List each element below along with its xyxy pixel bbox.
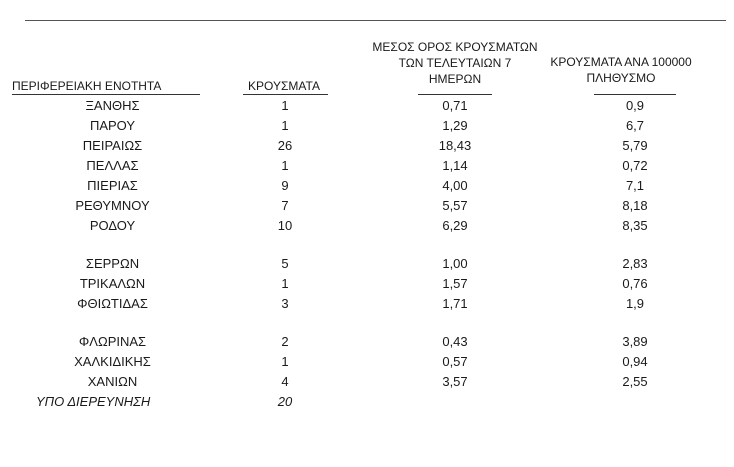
cases-per-100000: 0,94 [622,354,648,369]
header-per100k-underline [594,94,676,95]
seven-day-average: 1,14 [442,158,468,173]
header-average-line: ΜΕΣΟΣ ΟΡΟΣ ΚΡΟΥΣΜΑΤΩΝ [372,40,538,54]
under-investigation-cases: 20 [277,394,293,409]
seven-day-average: 1,00 [442,256,468,271]
region-name: ΠΑΡΟΥ [89,118,136,133]
region-name: ΠΙΕΡΙΑΣ [87,178,138,193]
table-row [0,254,734,274]
seven-day-average: 1,29 [442,118,468,133]
case-count: 9 [281,178,289,193]
header-cases-label: ΚΡΟΥΣΜΑΤΑ [248,79,320,93]
table-row [0,136,734,156]
table-row [0,352,734,372]
cases-per-100000: 2,55 [622,374,648,389]
case-count: 1 [281,354,289,369]
case-count: 4 [281,374,289,389]
header-average-line: ΤΩΝ ΤΕΛΕΥΤΑΙΩΝ 7 [398,56,512,70]
region-name: ΧΑΝΙΩΝ [87,374,138,389]
seven-day-average: 0,71 [442,98,468,113]
seven-day-average: 0,43 [442,334,468,349]
case-count: 1 [281,118,289,133]
case-count: 1 [281,98,289,113]
header-region [12,78,212,94]
cases-per-100000: 7,1 [625,178,645,193]
top-rule [25,20,726,21]
cases-per-100000: 3,89 [622,334,648,349]
cases-per-100000: 6,7 [625,118,645,133]
region-name: ΣΕΡΡΩΝ [85,256,140,271]
region-name: ΡΟΔΟΥ [89,218,136,233]
seven-day-average: 5,57 [442,198,468,213]
cases-per-100000: 8,35 [622,218,648,233]
table-row [0,116,734,136]
table-row [0,216,734,236]
region-name: ΡΕΘΥΜΝΟΥ [75,198,150,213]
region-name: ΤΡΙΚΑΛΩΝ [79,276,146,291]
table-row [0,96,734,116]
case-count: 26 [277,138,293,153]
case-count: 5 [281,256,289,271]
header-cases-underline [243,94,328,95]
table-row [0,196,734,216]
cases-per-100000: 8,18 [622,198,648,213]
table-row [0,274,734,294]
case-count: 2 [281,334,289,349]
region-name: ΦΛΩΡΙΝΑΣ [78,334,147,349]
cases-per-100000: 5,79 [622,138,648,153]
cases-table-body [0,96,734,412]
case-count: 3 [281,296,289,311]
header-per100k-line: ΚΡΟΥΣΜΑΤΑ ΑΝΑ 100000 [550,55,692,69]
seven-day-average: 6,29 [442,218,468,233]
cases-per-100000: 0,76 [622,276,648,291]
header-average-7-days [350,39,560,87]
seven-day-average: 1,57 [442,276,468,291]
case-count: 10 [277,218,293,233]
table-row [0,294,734,314]
header-average-line: ΗΜΕΡΩΝ [428,72,482,86]
table-row [0,332,734,352]
case-count: 7 [281,198,289,213]
cases-per-100000: 0,9 [625,98,645,113]
cases-per-100000: 2,83 [622,256,648,271]
seven-day-average: 3,57 [442,374,468,389]
seven-day-average: 1,71 [442,296,468,311]
table-row [0,156,734,176]
seven-day-average: 0,57 [442,354,468,369]
cases-per-100000: 0,72 [622,158,648,173]
table-row [0,372,734,392]
table-row [0,176,734,196]
header-per100k-line: ΠΛΗΘΥΣΜΟ [586,71,656,85]
region-name: ΦΘΙΩΤΙΔΑΣ [77,296,148,311]
region-name: ΞΑΝΘΗΣ [85,98,140,113]
region-name: ΠΕΙΡΑΙΩΣ [82,138,143,153]
region-name: ΧΑΛΚΙΔΙΚΗΣ [74,354,151,369]
header-region-underline [12,94,200,95]
case-count: 1 [281,276,289,291]
table-row-under-investigation [0,392,734,412]
under-investigation-label: ΥΠΟ ΔΙΕΡΕΥΝΗΣΗ [36,394,151,409]
seven-day-average: 18,43 [438,138,472,153]
header-region-label: ΠΕΡΙΦΕΡΕΙΑΚΗ ΕΝΟΤΗΤΑ [12,79,162,93]
header-cases-per-100000 [535,54,707,86]
header-average-underline [418,94,492,95]
seven-day-average: 4,00 [442,178,468,193]
region-name: ΠΕΛΛΑΣ [86,158,139,173]
header-cases [234,78,334,94]
cases-per-100000: 1,9 [625,296,645,311]
case-count: 1 [281,158,289,173]
